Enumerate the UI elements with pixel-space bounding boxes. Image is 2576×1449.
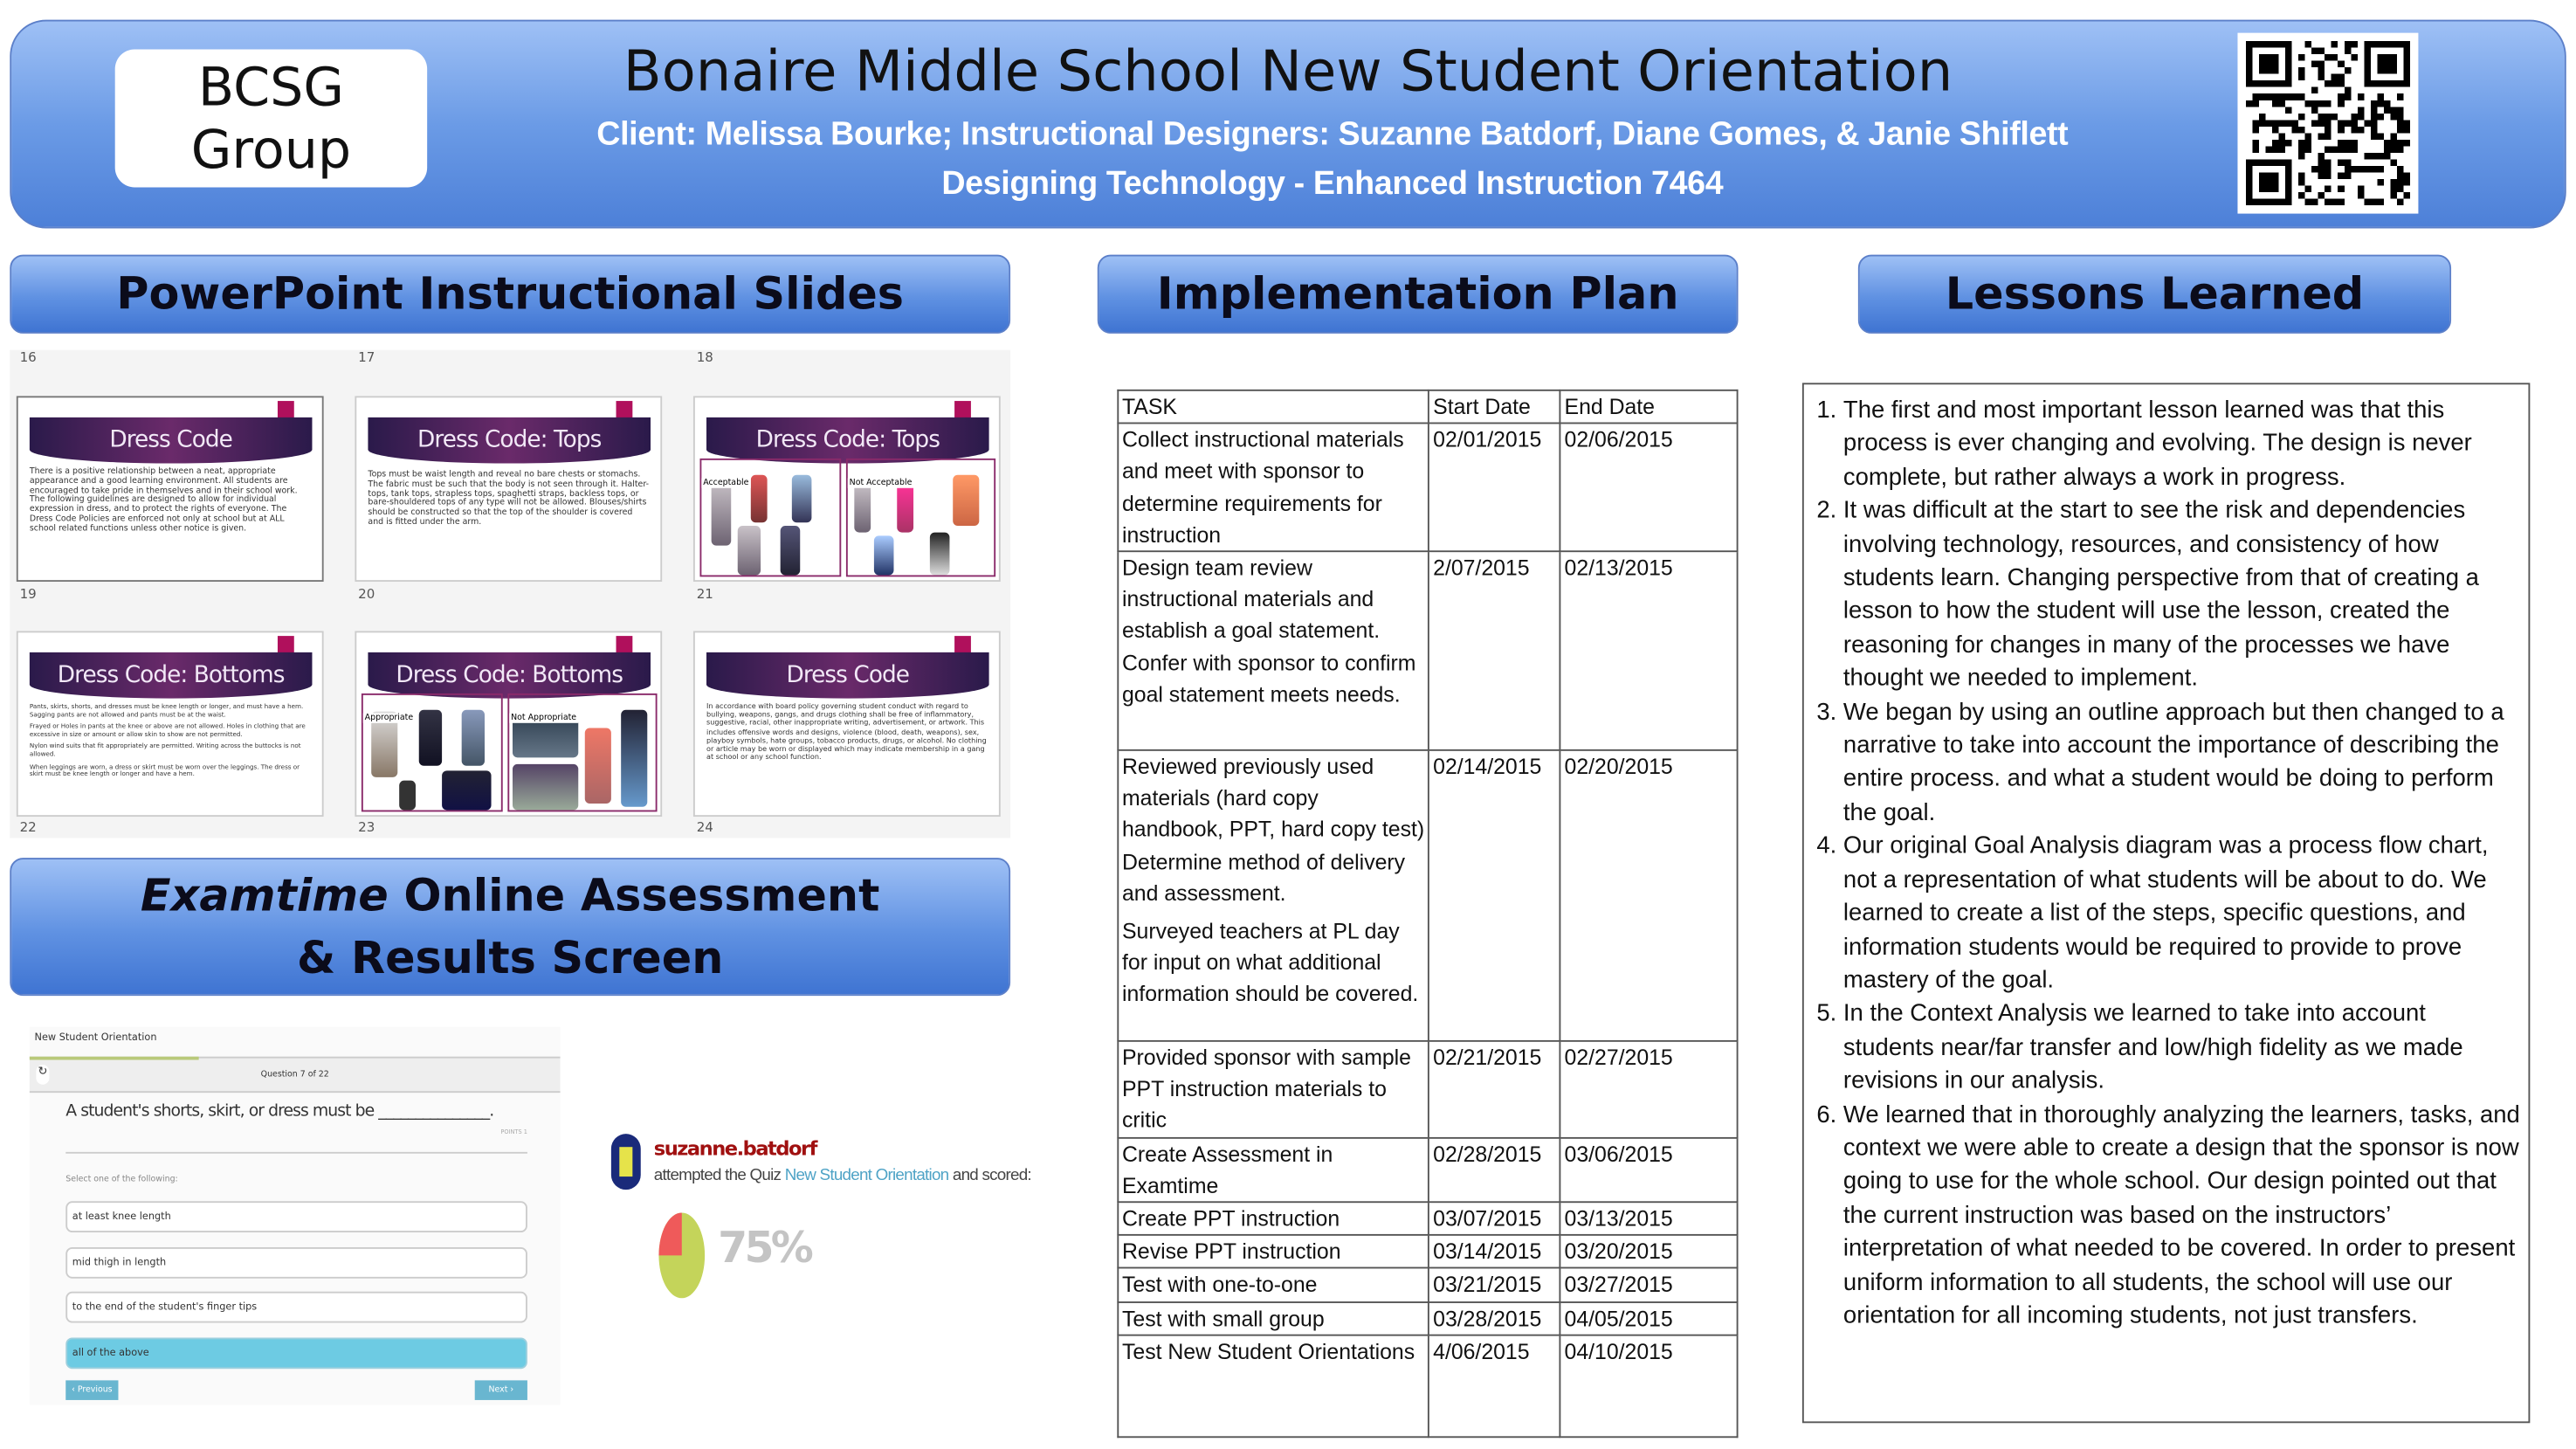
- slide-number: 18: [696, 349, 713, 365]
- section-header-lessons: Lessons Learned: [1858, 255, 2451, 334]
- slide-number: 17: [358, 349, 375, 365]
- qr-code-icon: [2237, 33, 2418, 214]
- start-date-cell: 02/21/2015: [1429, 1041, 1560, 1137]
- table-row: [1118, 1202, 1737, 1235]
- section-header-slides: PowerPoint Instructional Slides: [10, 255, 1010, 334]
- slide-title: Dress Code: Tops: [706, 417, 989, 464]
- poster-title: Bonaire Middle School New Student Orientation: [623, 39, 1953, 106]
- table-row: [1118, 1041, 1737, 1137]
- table-row: [1118, 1268, 1737, 1301]
- end-date-cell: 02/13/2015: [1560, 551, 1738, 750]
- start-date-cell: 02/28/2015: [1429, 1137, 1560, 1202]
- quiz-screen: [30, 1027, 561, 1405]
- client-line: Client: Melissa Bourke; Instructional Designers: Suzanne Batdorf, Diane Gomes, & Janie Shiflett: [596, 116, 2069, 153]
- question-counter: Question 7 of 22: [260, 1069, 329, 1080]
- task-text: Test with one-to-one: [1121, 1273, 1318, 1298]
- end-date-cell: 04/05/2015: [1560, 1301, 1738, 1335]
- slide-thumbnail[interactable]: [693, 631, 1001, 817]
- task-text: Create Assessment in Examtime: [1121, 1141, 1333, 1198]
- not-appropriate-photos: [507, 693, 657, 811]
- slide-title: Dress Code: [706, 652, 989, 699]
- lessons-list: [1810, 395, 2522, 1334]
- slide-number: 22: [19, 819, 37, 835]
- slide-text: In accordance with board policy governing student conduct with regard to bullying, weapons, gangs, and drugs clothing shall be free of inflammatory, suggestive, racial, other inappropriate writing, advertisement, or artwork. This includes offensive words and designs, violence (blood, death, weapons), sex, playboy symbols, hate groups, tobacco products, drugs, or alcohol. No clothing or article may be worn or displayed which may indicate membership in a gang at school or any school function.: [706, 703, 987, 763]
- start-date-cell: 03/21/2015: [1429, 1268, 1560, 1301]
- lesson-item: 4. Our original Goal Analysis diagram was a process flow chart, not a representation of what students will be about to do. We learned to create a list of the steps, specific questions, and information students would be required to provide to prove mastery of the goal.: [1843, 831, 2522, 998]
- next-button[interactable]: Next ›: [475, 1380, 527, 1400]
- restart-icon[interactable]: ↻: [36, 1065, 49, 1085]
- table-row: [1118, 1235, 1737, 1268]
- slide-text: Tops must be waist length and reveal no bare chests or stomachs. The fabric must be such that the body is not seen through it. Halter-tops, tank tops, strapless tops, spaghetti straps, backless tops, or bare-shouldered tops of any type will not be allowed. Blouses/shirts should be constructed so that the top of the shoulder is covered and is fitted under the arm.: [368, 470, 650, 528]
- start-date-cell: 2/07/2015: [1429, 551, 1560, 750]
- pie-incorrect-slice: [658, 1212, 681, 1255]
- start-date-cell: 03/14/2015: [1429, 1235, 1560, 1268]
- column-header: Start Date: [1429, 390, 1560, 424]
- result-username[interactable]: suzanne.batdorf: [653, 1136, 816, 1161]
- start-date-cell: 03/28/2015: [1429, 1301, 1560, 1335]
- slide-text: There is a positive relationship between a neat, appropriate appearance and a good learning environment. All students are encouraged to take pride in themselves and in their school work. The following guidelines are designed to allow for individual expression in dress, and to protect the rights of everyone. The Dress Code Policies are enforced not only at school but at ALL school related functions unless other notice is given.: [29, 466, 298, 535]
- quiz-app-title: New Student Orientation: [34, 1032, 157, 1044]
- lesson-item: 5. In the Context Analysis we learned to take into account students near/far transfer and low/high fidelity as we made revisions in our analysis.: [1843, 998, 2522, 1099]
- course-line: Designing Technology - Enhanced Instruction 7464: [941, 166, 1724, 203]
- table-row: [1118, 1301, 1737, 1335]
- task-cell: [1118, 1041, 1429, 1137]
- examtime-brand: Examtime: [140, 871, 389, 922]
- task-cell: [1118, 424, 1429, 551]
- bcsg-logo: [115, 49, 427, 187]
- slide-bullets: [30, 703, 311, 778]
- start-date-cell: 02/01/2015: [1429, 424, 1560, 551]
- lesson-item: 6. We learned that in thoroughly analyzing the learners, tasks, and context we were able to create a design that the sponsor is now going to use for the whole school. Our design pointed out that the current instruction was based on the instructors’ interpretation of what needed to be covered. In order to present uniform information to all students, the school will use our orientation for all incoming students, not just transfers.: [1843, 1099, 2522, 1334]
- answer-option[interactable]: mid thigh in length: [65, 1247, 527, 1279]
- slide-bullet: Nylon wind suits that fit appropriately are permitted. Writing across the buttocks is not allowed.: [29, 742, 301, 758]
- task-text: Test New Student Orientations: [1121, 1339, 1415, 1364]
- lesson-item: 2. It was difficult at the start to see the risk and dependencies involving technology, resources, and consistency of how students learn. Changing perspective from that of creating a lesson to how the student will use the lesson, created the reasoning for changes in many of the processes we have thought we needed to implement.: [1843, 495, 2522, 696]
- table-row: [1118, 750, 1737, 1041]
- section-title-part: & Results Screen: [296, 933, 724, 984]
- lessons-learned-box: [1802, 383, 2530, 1423]
- task-cell: [1118, 1202, 1429, 1235]
- answer-option-selected[interactable]: all of the above: [65, 1337, 527, 1369]
- task-text: Collect instructional materials and meet with sponsor to determine requirements for instruction: [1121, 427, 1404, 548]
- result-text: attempted the Quiz: [653, 1166, 785, 1185]
- question-points: POINTS 1: [65, 1129, 527, 1154]
- start-date-cell: 03/07/2015: [1429, 1202, 1560, 1235]
- end-date-cell: 03/13/2015: [1560, 1202, 1738, 1235]
- task-text: Test with small group: [1121, 1306, 1325, 1331]
- table-row: [1118, 1335, 1737, 1437]
- slide-bullet: Frayed or Holes in pants at the knee or above are not allowed. Holes in clothing that are excessive in size or amount or allow skin to show are not permitted.: [29, 721, 306, 738]
- slide-thumbnail[interactable]: [355, 396, 662, 582]
- question-text: A student's shorts, skirt, or dress must be _______________.: [65, 1102, 494, 1121]
- task-cell: [1118, 1335, 1429, 1437]
- photo-label: Acceptable: [703, 478, 749, 488]
- implementation-plan-table: [1117, 390, 1738, 1438]
- task-cell: [1118, 551, 1429, 750]
- slide-thumbnail[interactable]: [693, 396, 1001, 582]
- answer-option[interactable]: to the end of the student's finger tips: [65, 1292, 527, 1323]
- user-avatar: [611, 1134, 641, 1190]
- end-date-cell: 02/06/2015: [1560, 424, 1738, 551]
- task-cell: [1118, 1301, 1429, 1335]
- start-date-cell: 4/06/2015: [1429, 1335, 1560, 1437]
- lesson-item: 1. The first and most important lesson learned was that this process is ever changing and evolving. The design is never complete, but rather always a work in progress.: [1843, 395, 2522, 495]
- start-date-cell: 02/14/2015: [1429, 750, 1560, 1041]
- end-date-cell: 03/06/2015: [1560, 1137, 1738, 1202]
- not-acceptable-photos: [846, 459, 995, 576]
- end-date-cell: 03/27/2015: [1560, 1268, 1738, 1301]
- end-date-cell: 03/20/2015: [1560, 1235, 1738, 1268]
- task-text: Create PPT instruction: [1121, 1206, 1340, 1232]
- column-header: TASK: [1118, 390, 1429, 424]
- section-header-examtime: [10, 858, 1010, 996]
- end-date-cell: 02/27/2015: [1560, 1041, 1738, 1137]
- logo-line: BCSG: [197, 55, 345, 119]
- quiz-toolbar: [30, 1057, 561, 1093]
- task-cell: [1118, 1235, 1429, 1268]
- answer-option[interactable]: at least knee length: [65, 1201, 527, 1232]
- question-instruction: Select one of the following:: [65, 1175, 178, 1185]
- score-percent: 75%: [718, 1224, 810, 1274]
- slide-thumbnails: [10, 350, 1010, 838]
- column-header: End Date: [1560, 390, 1738, 424]
- lesson-item: 3. We began by using an outline approach but then changed to a narrative to take into account the importance of describing the entire process. and what a student would be doing to perform the goal.: [1843, 696, 2522, 831]
- appropriate-photos: [362, 693, 503, 811]
- table-row: [1118, 551, 1737, 750]
- slide-number: 23: [358, 819, 375, 835]
- slide-title: Dress Code: [30, 417, 313, 464]
- slide-thumbnail[interactable]: [17, 396, 324, 582]
- slide-title: Dress Code: Bottoms: [368, 652, 651, 699]
- task-text: Design team review instructional materials and establish a goal statement. Confer with sponsor to confirm goal statement meets needs.: [1121, 555, 1416, 707]
- quiz-progress-bar: [30, 1057, 198, 1060]
- slide-number: 20: [358, 586, 375, 602]
- end-date-cell: 02/20/2015: [1560, 750, 1738, 1041]
- section-header-implementation: Implementation Plan: [1098, 255, 1739, 334]
- task-text: Provided sponsor with sample PPT instruction materials to critic: [1121, 1045, 1411, 1134]
- table-row: [1118, 1137, 1737, 1202]
- acceptable-photos: [699, 459, 841, 576]
- quiz-link[interactable]: New Student Orientation: [784, 1166, 949, 1185]
- slide-bullet: When leggings are worn, a dress or skirt must be worn over the leggings. The dress or skirt must be knee length or longer and have a hem.: [29, 762, 300, 778]
- photo-label: Appropriate: [364, 713, 414, 723]
- previous-button[interactable]: ‹ Previous: [65, 1380, 118, 1400]
- task-cell: [1118, 1268, 1429, 1301]
- logo-line: Group: [190, 118, 352, 181]
- slide-number: 24: [696, 819, 713, 835]
- slide-number: 21: [696, 586, 713, 602]
- end-date-cell: 04/10/2015: [1560, 1335, 1738, 1437]
- photo-label: Not Appropriate: [511, 713, 577, 723]
- slide-thumbnail[interactable]: [17, 631, 324, 817]
- slide-bullet: Pants, skirts, shorts, and dresses must be knee length or longer, and must have a hem. Sagging pants are not allowed and pants must be at the waist.: [29, 701, 304, 718]
- slide-thumbnail[interactable]: [355, 631, 662, 817]
- result-text: and scored:: [948, 1166, 1031, 1185]
- section-title-part: Online Assessment: [388, 871, 880, 922]
- table-row: [1118, 424, 1737, 551]
- result-sentence: [654, 1167, 1094, 1185]
- slide-title: Dress Code: Tops: [368, 417, 651, 464]
- slide-number: 16: [19, 349, 37, 365]
- task-cell: [1118, 1137, 1429, 1202]
- table-header-row: [1118, 390, 1737, 424]
- slide-title: Dress Code: Bottoms: [30, 652, 313, 699]
- slide-number: 19: [19, 586, 37, 602]
- task-text: Revise PPT instruction: [1121, 1239, 1341, 1265]
- task-cell: [1118, 750, 1429, 1041]
- task-text: Surveyed teachers at PL day for input on what additional information should be covered.: [1121, 918, 1419, 1007]
- task-text: Reviewed previously used materials (hard copy handbook, PPT, hard copy test) Determine method of delivery and assessment.: [1121, 754, 1425, 906]
- photo-label: Not Acceptable: [849, 478, 913, 488]
- score-pie-chart: [658, 1210, 706, 1301]
